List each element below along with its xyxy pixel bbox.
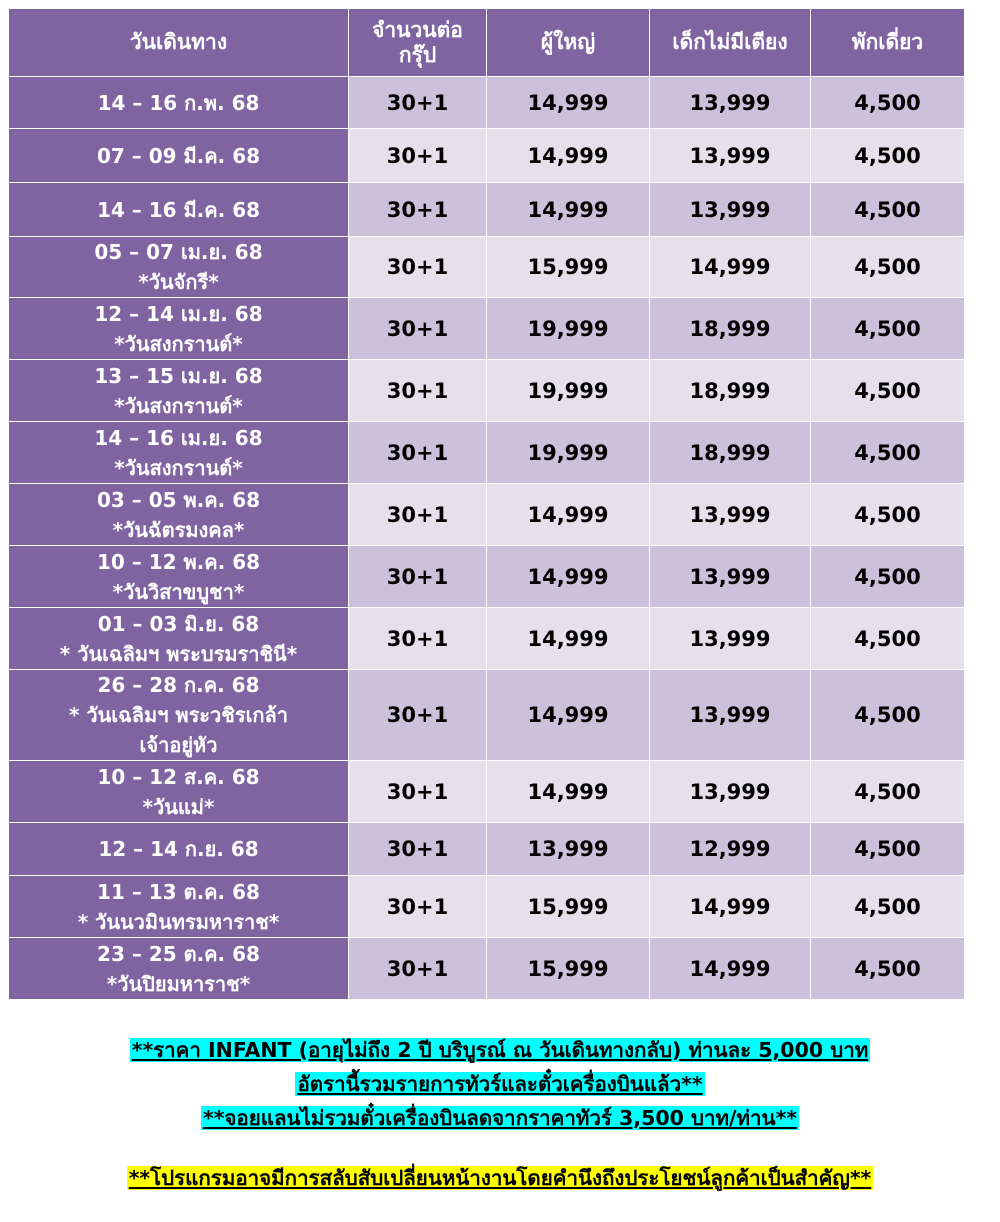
- group-size-cell: 30+1: [349, 823, 487, 876]
- child-price-cell: 14,999: [650, 938, 811, 1000]
- table-row: [9, 761, 965, 823]
- single-supplement-cell: 4,500: [811, 360, 965, 422]
- holiday-note: * วันนวมินทรมหาราช*: [77, 909, 280, 934]
- single-supplement-cell: 4,500: [811, 761, 965, 823]
- group-size-cell: 30+1: [349, 360, 487, 422]
- header-group-line1: จำนวนต่อ: [372, 17, 463, 42]
- holiday-note: *วันปิยมหาราช*: [106, 971, 251, 996]
- travel-date: 26 – 28 ก.ค. 68: [97, 673, 260, 697]
- header-group-line2: กรุ๊ป: [398, 42, 437, 67]
- table-row: [9, 183, 965, 237]
- adult-price-cell: 13,999: [487, 823, 650, 876]
- header-group-size: [349, 9, 487, 77]
- group-size-cell: 30+1: [349, 608, 487, 670]
- group-size-cell: 30+1: [349, 183, 487, 237]
- group-size-cell: 30+1: [349, 876, 487, 938]
- travel-date: 13 – 15 เม.ย. 68: [94, 363, 263, 388]
- date-cell: [9, 670, 349, 761]
- holiday-note-cont: เจ้าอยู่หัว: [139, 733, 218, 757]
- table-row: [9, 823, 965, 876]
- table-header-row: [9, 9, 965, 77]
- table-body: [9, 77, 965, 1000]
- travel-date: 01 – 03 มิ.ย. 68: [97, 611, 260, 636]
- travel-date: 03 – 05 พ.ค. 68: [96, 487, 261, 512]
- date-cell: [9, 761, 349, 823]
- holiday-note: *วันจักรี*: [138, 270, 219, 294]
- group-size-cell: 30+1: [349, 546, 487, 608]
- adult-price-cell: 14,999: [487, 129, 650, 183]
- infant-note-line2: [0, 1067, 1000, 1101]
- child-price-cell: 12,999: [650, 823, 811, 876]
- join-land-text: **จอยแลนไม่รวมตั๋วเครื่องบินลดจากราคาทัวร์ 3,500 บาท/ท่าน**: [202, 1106, 798, 1130]
- single-supplement-cell: 4,500: [811, 876, 965, 938]
- adult-price-cell: 14,999: [487, 183, 650, 237]
- adult-price-cell: 19,999: [487, 360, 650, 422]
- header-child-no-bed: เด็กไม่มีเตียง: [650, 9, 811, 77]
- travel-date: 14 – 16 มี.ค. 68: [96, 197, 261, 222]
- child-price-cell: 13,999: [650, 670, 811, 761]
- single-supplement-cell: 4,500: [811, 670, 965, 761]
- adult-price-cell: 14,999: [487, 761, 650, 823]
- date-cell: [9, 938, 349, 1000]
- table-row: [9, 484, 965, 546]
- table-row: [9, 422, 965, 484]
- infant-note-text2: อัตรานี้รวมรายการทัวร์และตั๋วเครื่องบินแล้ว**: [297, 1072, 703, 1096]
- single-supplement-cell: 4,500: [811, 129, 965, 183]
- travel-date: 10 – 12 ส.ค. 68: [97, 764, 260, 789]
- price-table: [8, 8, 965, 1000]
- group-size-cell: 30+1: [349, 484, 487, 546]
- holiday-note: *วันวิสาขบูชา*: [112, 579, 245, 604]
- single-supplement-cell: 4,500: [811, 183, 965, 237]
- adult-price-cell: 14,999: [487, 608, 650, 670]
- single-supplement-cell: 4,500: [811, 823, 965, 876]
- travel-date: 11 – 13 ต.ค. 68: [97, 879, 260, 904]
- child-price-cell: 13,999: [650, 484, 811, 546]
- adult-price-cell: 15,999: [487, 237, 650, 298]
- adult-price-cell: 19,999: [487, 422, 650, 484]
- child-price-cell: 18,999: [650, 360, 811, 422]
- child-price-cell: 18,999: [650, 422, 811, 484]
- date-cell: [9, 484, 349, 546]
- travel-date: 07 – 09 มี.ค. 68: [96, 143, 261, 168]
- child-price-cell: 18,999: [650, 298, 811, 360]
- date-cell: [9, 298, 349, 360]
- single-supplement-cell: 4,500: [811, 938, 965, 1000]
- group-size-cell: 30+1: [349, 761, 487, 823]
- child-price-cell: 14,999: [650, 237, 811, 298]
- date-cell: [9, 876, 349, 938]
- program-change-text: **โปรแกรมอาจมีการสลับสับเปลี่ยนหน้างานโดยคำนึงถึงประโยชน์ลูกค้าเป็นสำคัญ**: [128, 1166, 872, 1190]
- holiday-note: *วันสงกรานต์*: [114, 393, 243, 418]
- infant-note-line1: [0, 1033, 1000, 1067]
- notes-section: [0, 1033, 1000, 1195]
- adult-price-cell: 15,999: [487, 876, 650, 938]
- table-row: [9, 876, 965, 938]
- travel-date: 12 – 14 เม.ย. 68: [94, 301, 263, 326]
- table-row: [9, 608, 965, 670]
- child-price-cell: 13,999: [650, 77, 811, 129]
- header-single: พักเดี่ยว: [811, 9, 965, 77]
- date-cell: [9, 183, 349, 237]
- travel-date: 05 – 07 เม.ย. 68: [94, 240, 263, 264]
- group-size-cell: 30+1: [349, 298, 487, 360]
- table-row: [9, 77, 965, 129]
- date-cell: [9, 77, 349, 129]
- join-land-note: [0, 1101, 1000, 1135]
- date-cell: [9, 608, 349, 670]
- group-size-cell: 30+1: [349, 422, 487, 484]
- date-cell: [9, 129, 349, 183]
- header-adult: ผู้ใหญ่: [487, 9, 650, 77]
- group-size-cell: 30+1: [349, 237, 487, 298]
- date-cell: [9, 823, 349, 876]
- single-supplement-cell: 4,500: [811, 608, 965, 670]
- child-price-cell: 13,999: [650, 546, 811, 608]
- single-supplement-cell: 4,500: [811, 484, 965, 546]
- adult-price-cell: 14,999: [487, 546, 650, 608]
- holiday-note: *วันแม่*: [142, 794, 215, 819]
- table-row: [9, 237, 965, 298]
- travel-date: 14 – 16 เม.ย. 68: [94, 425, 263, 450]
- child-price-cell: 13,999: [650, 129, 811, 183]
- adult-price-cell: 15,999: [487, 938, 650, 1000]
- single-supplement-cell: 4,500: [811, 298, 965, 360]
- table-row: [9, 129, 965, 183]
- child-price-cell: 14,999: [650, 876, 811, 938]
- holiday-note: * วันเฉลิมฯ พระบรมราชินี*: [59, 641, 298, 666]
- group-size-cell: 30+1: [349, 938, 487, 1000]
- group-size-cell: 30+1: [349, 670, 487, 761]
- table-row: [9, 938, 965, 1000]
- single-supplement-cell: 4,500: [811, 422, 965, 484]
- single-supplement-cell: 4,500: [811, 237, 965, 298]
- date-cell: [9, 237, 349, 298]
- child-price-cell: 13,999: [650, 183, 811, 237]
- table-row: [9, 546, 965, 608]
- child-price-cell: 13,999: [650, 761, 811, 823]
- table-row: [9, 360, 965, 422]
- holiday-note: *วันสงกรานต์*: [114, 455, 243, 480]
- travel-date: 23 – 25 ต.ค. 68: [97, 941, 260, 966]
- adult-price-cell: 14,999: [487, 484, 650, 546]
- holiday-note: * วันเฉลิมฯ พระวชิรเกล้า: [68, 703, 289, 727]
- travel-date: 12 – 14 ก.ย. 68: [98, 837, 259, 861]
- adult-price-cell: 14,999: [487, 77, 650, 129]
- table-row: [9, 298, 965, 360]
- table-row: [9, 670, 965, 761]
- infant-note-text1: **ราคา INFANT (อายุไม่ถึง 2 ปี บริบูรณ์ ณ วันเดินทางกลับ) ท่านละ 5,000 บาท: [131, 1038, 869, 1062]
- travel-date: 10 – 12 พ.ค. 68: [96, 549, 261, 574]
- holiday-note: *วันฉัตรมงคล*: [112, 517, 245, 542]
- child-price-cell: 13,999: [650, 608, 811, 670]
- single-supplement-cell: 4,500: [811, 77, 965, 129]
- date-cell: [9, 546, 349, 608]
- date-cell: [9, 360, 349, 422]
- date-cell: [9, 422, 349, 484]
- adult-price-cell: 19,999: [487, 298, 650, 360]
- travel-date: 14 – 16 ก.พ. 68: [97, 90, 260, 115]
- holiday-note: *วันสงกรานต์*: [114, 331, 243, 356]
- program-change-note: [0, 1161, 1000, 1195]
- group-size-cell: 30+1: [349, 77, 487, 129]
- header-date: วันเดินทาง: [9, 9, 349, 77]
- single-supplement-cell: 4,500: [811, 546, 965, 608]
- adult-price-cell: 14,999: [487, 670, 650, 761]
- group-size-cell: 30+1: [349, 129, 487, 183]
